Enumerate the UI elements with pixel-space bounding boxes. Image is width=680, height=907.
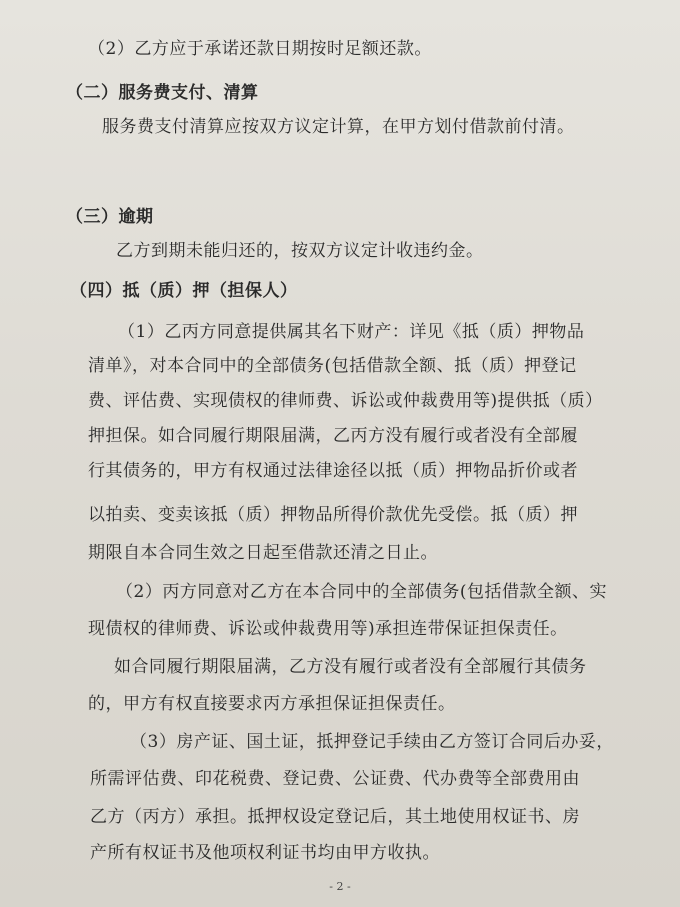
mortgage-clause-3-line-3: 乙方（丙方）承担。抵押权设定登记后，其土地使用权证书、房 <box>90 807 580 827</box>
mortgage-clause-3-line-4: 产所有权证书及他项权利证书均由甲方收执。 <box>90 843 440 863</box>
clause-1-2: （2）乙方应于承诺还款日期按时足额还款。 <box>88 39 432 59</box>
mortgage-clause-2-line-2: 现债权的律师费、诉讼或仲裁费用等)承担连带保证担保责任。 <box>88 619 568 639</box>
mortgage-clause-2-line-4: 的，甲方有权直接要求丙方承担保证担保责任。 <box>88 694 456 714</box>
heading-mortgage: （四）抵（质）押（担保人） <box>70 281 298 301</box>
mortgage-clause-1-line-7: 期限自本合同生效之日起至借款还清之日止。 <box>88 543 438 563</box>
mortgage-clause-1-line-1: （1）乙丙方同意提供属其名下财产：详见《抵（质）押物品 <box>118 322 585 342</box>
heading-service-fee: （二）服务费支付、清算 <box>66 83 259 103</box>
service-fee-text: 服务费支付清算应按双方议定计算，在甲方划付借款前付清。 <box>102 117 575 137</box>
mortgage-clause-2-line-3: 如合同履行期限届满，乙方没有履行或者没有全部履行其债务 <box>114 657 587 677</box>
mortgage-clause-1-line-2: 清单》，对本合同中的全部债务(包括借款全额、抵（质）押登记 <box>88 356 577 376</box>
mortgage-clause-1-line-6: 以拍卖、变卖该抵（质）押物品所得价款优先受偿。抵（质）押 <box>88 505 578 525</box>
mortgage-clause-1-line-4: 押担保。如合同履行期限届满，乙丙方没有履行或者没有全部履 <box>88 426 578 446</box>
page-number: - 2 - <box>329 880 351 893</box>
mortgage-clause-2-line-1: （2）丙方同意对乙方在本合同中的全部债务(包括借款全额、实 <box>116 582 607 602</box>
mortgage-clause-3-line-1: （3）房产证、国土证，抵押登记手续由乙方签订合同后办妥， <box>130 732 614 752</box>
mortgage-clause-3-line-2: 所需评估费、印花税费、登记费、公证费、代办费等全部费用由 <box>90 769 580 789</box>
overdue-text: 乙方到期未能归还的，按双方议定计收违约金。 <box>116 241 484 261</box>
heading-overdue: （三）逾期 <box>66 207 154 227</box>
mortgage-clause-1-line-5: 行其债务的，甲方有权通过法律途径以抵（质）押物品折价或者 <box>88 461 578 481</box>
mortgage-clause-1-line-3: 费、评估费、实现债权的律师费、诉讼或仲裁费用等)提供抵（质） <box>88 391 603 411</box>
